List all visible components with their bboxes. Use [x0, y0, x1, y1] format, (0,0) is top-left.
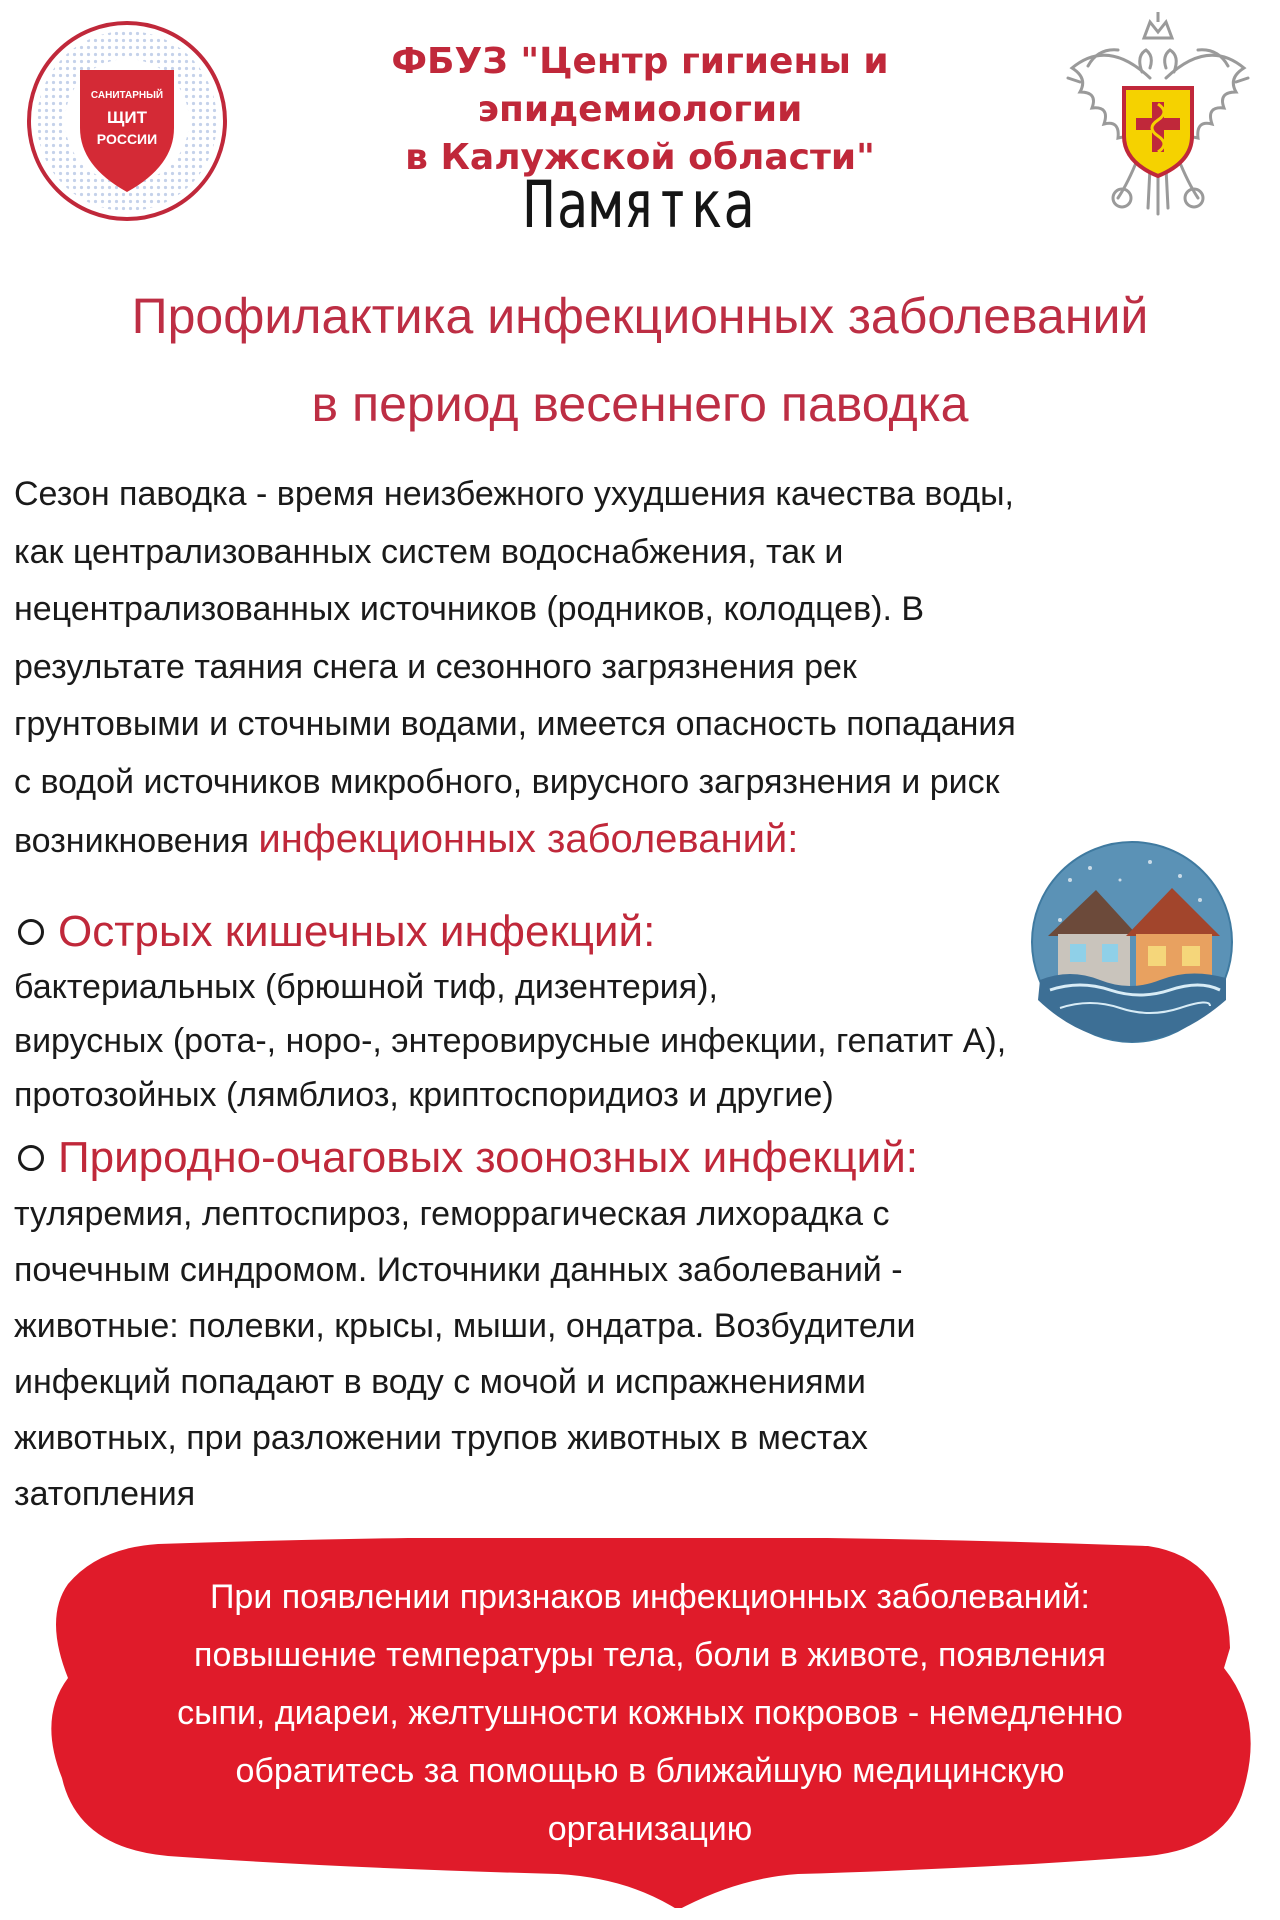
section-heading	[14, 1130, 1264, 1186]
logo-text-1: САНИТАРНЫЙ	[90, 90, 164, 101]
intro-line: как централизованных систем водоснабжения, так и	[14, 532, 844, 571]
warning-line: сыпи, диареи, желтушности кожных покровов - немедленно	[177, 1694, 1123, 1732]
section-line: инфекций попадают в воду с мочой и испражнениями	[14, 1363, 866, 1401]
warning-line: повышение температуры тела, боли в животе, появления	[194, 1636, 1106, 1674]
intro-line: нецентрализованных источников (родников, колодцев). В	[14, 590, 925, 628]
section-line: туляремия, лептоспироз, геморрагическая лихорадка с	[14, 1195, 890, 1233]
section-line: животные: полевки, крысы, мыши, ондатра. Возбудители	[14, 1307, 916, 1345]
sanitary-shield-logo	[22, 16, 232, 226]
section-line: бактериальных (брюшной тиф, дизентерия),	[14, 968, 718, 1006]
section-line: почечным синдромом. Источники данных заболеваний -	[14, 1251, 903, 1289]
warning-text	[60, 1568, 1240, 1858]
logo-text-3: РОССИИ	[96, 131, 158, 147]
intro-line: Сезон паводка - время неизбежного ухудшения качества воды,	[14, 475, 1014, 513]
section-line: затопления	[14, 1475, 196, 1513]
circle-bullet-icon	[18, 919, 44, 945]
section-zoonotic-infections	[14, 1130, 1264, 1522]
section-body	[14, 1186, 1264, 1522]
section-line: вирусных (рота-, норо-, энтеровирусные инфекции, гепатит А),	[14, 1022, 1007, 1060]
double-headed-eagle-emblem	[1058, 8, 1258, 223]
logo-text-2: ЩИТ	[107, 108, 147, 127]
section-intestinal-infections	[14, 904, 1264, 1122]
document-type-label: Памятка	[523, 168, 757, 243]
intro-line: с водой источников микробного, вирусного загрязнения и риск	[14, 762, 1000, 801]
section-heading	[14, 904, 1264, 960]
intro-line: грунтовыми и сточными водами, имеется опасность попадания	[14, 705, 1016, 743]
section-heading-text: Природно-очаговых зоонозных инфекций:	[58, 1133, 919, 1182]
section-heading-text: Острых кишечных инфекций:	[58, 907, 656, 956]
org-line-2: в Калужской области"	[405, 137, 875, 178]
warning-line: При появлении признаков инфекционных заболеваний:	[209, 1578, 1091, 1616]
intro-paragraph	[14, 466, 1276, 871]
intro-last-plain: возникновения	[14, 822, 259, 860]
section-line: животных, при разложении трупов животных в местах	[14, 1419, 868, 1457]
circle-bullet-icon	[18, 1145, 44, 1171]
warning-line: обратитесь за помощью в ближайшую медицинскую	[235, 1752, 1065, 1790]
section-body	[14, 960, 1264, 1122]
page-title	[0, 272, 1280, 448]
org-line-1: ФБУЗ "Центр гигиены и эпидемиологии	[391, 41, 889, 130]
intro-highlight: инфекционных заболеваний:	[258, 817, 799, 861]
title-line-1: Профилактика инфекционных заболеваний	[131, 288, 1149, 344]
section-line: протозойных (лямблиоз, криптоспоридиоз и другие)	[14, 1076, 834, 1114]
organization-name	[230, 38, 1050, 182]
title-line-2: в период весеннего паводка	[311, 376, 969, 432]
warning-line: организацию	[547, 1810, 753, 1848]
intro-line: результате таяния снега и сезонного загрязнения рек	[14, 647, 857, 686]
